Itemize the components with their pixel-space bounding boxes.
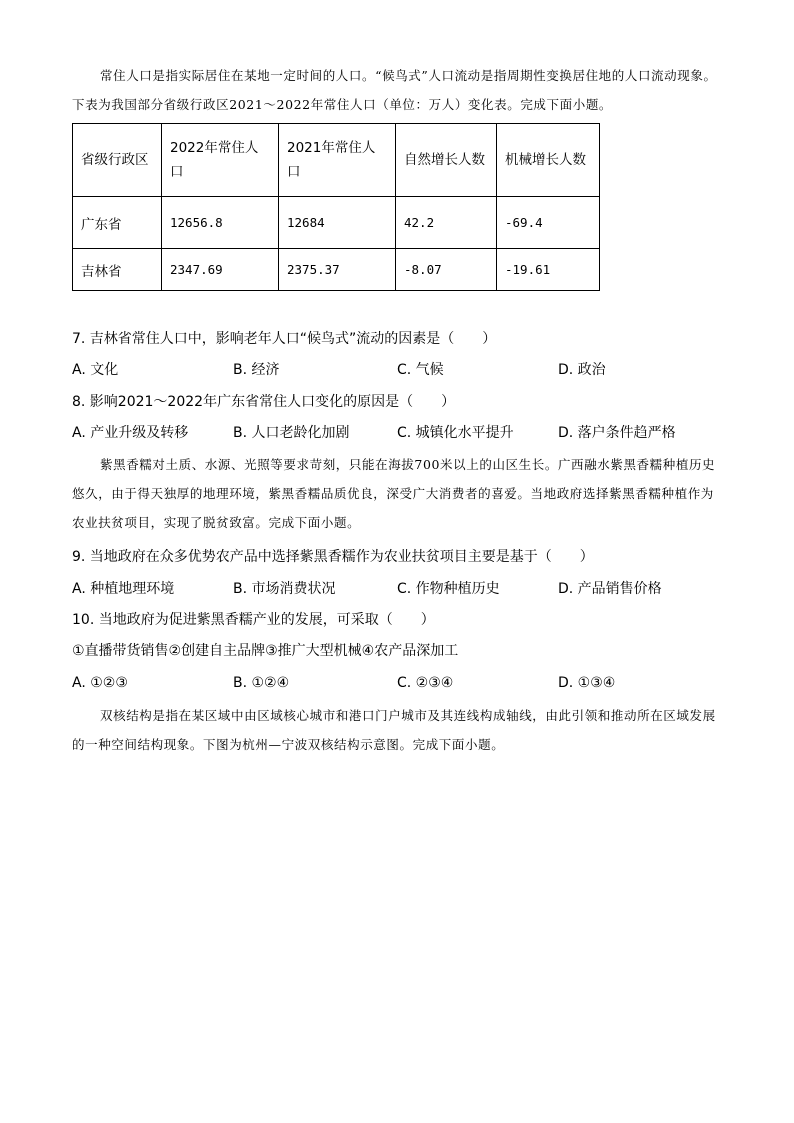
- option-d[interactable]: D. 产品销售价格: [558, 581, 662, 597]
- table-cell-region: 吉林省: [73, 249, 162, 291]
- option-c[interactable]: C. ②③④: [397, 675, 454, 691]
- option-c[interactable]: C. 作物种植历史: [397, 581, 500, 597]
- passage-purple-rice: 紫黑香糯对土质、水源、光照等要求苛刻，只能在海拔700米以上的山区生长。广西融水紫黑香糯种植历史悠久，由于得天独厚的地理环境，紫黑香糯品质优良，深受广大消费者的喜爱。当地政府选择紫黑香糯种植作为农业扶贫项目，实现了脱贫致富。完成下面小题。: [72, 457, 716, 530]
- option-d[interactable]: D. 政治: [558, 362, 606, 378]
- table-cell-region: 广东省: [73, 197, 162, 249]
- question-10-stem: 10. 当地政府为促进紫黑香糯产业的发展，可采取（ ）: [72, 612, 435, 628]
- question-10-items: ①直播带货销售②创建自主品牌③推广大型机械④农产品深加工: [72, 643, 459, 659]
- table-header-cell: 2021年常住人口: [279, 124, 396, 197]
- table-cell: -19.61: [497, 249, 600, 291]
- option-a[interactable]: A. 产业升级及转移: [72, 425, 189, 441]
- option-b[interactable]: B. ①②④: [233, 675, 290, 691]
- option-b[interactable]: B. 人口老龄化加剧: [233, 425, 350, 441]
- question-8-stem: 8. 影响2021～2022年广东省常住人口变化的原因是（ ）: [72, 394, 456, 410]
- passage-dual-core: 双核结构是指在某区域中由区域核心城市和港口门户城市及其连线构成轴线，由此引领和推动所在区域发展的一种空间结构现象。下图为杭州—宁波双核结构示意图。完成下面小题。: [72, 708, 716, 752]
- question-9-stem: 9. 当地政府在众多优势农产品中选择紫黑香糯作为农业扶贫项目主要是基于（ ）: [72, 549, 594, 565]
- option-b[interactable]: B. 市场消费状况: [233, 581, 336, 597]
- table-cell: 2347.69: [162, 249, 279, 291]
- passage-population: 常住人口是指实际居住在某地一定时间的人口。“候鸟式”人口流动是指周期性变换居住地的人口流动现象。下表为我国部分省级行政区2021～2022年常住人口（单位：万人）变化表。完成下面小题。: [72, 68, 717, 112]
- option-a[interactable]: A. 种植地理环境: [72, 581, 175, 597]
- table-cell: 12656.8: [162, 197, 279, 249]
- table-cell: -69.4: [497, 197, 600, 249]
- question-8-options: [72, 423, 732, 443]
- table-cell: 12684: [279, 197, 396, 249]
- option-a[interactable]: A. 文化: [72, 362, 119, 378]
- table-cell: 42.2: [396, 197, 497, 249]
- question-9-options: [72, 579, 732, 599]
- option-d[interactable]: D. 落户条件趋严格: [558, 425, 676, 441]
- question-7-stem: 7. 吉林省常住人口中，影响老年人口“候鸟式”流动的因素是（ ）: [72, 331, 497, 347]
- question-7-options: [72, 360, 732, 380]
- option-a[interactable]: A. ①②③: [72, 675, 128, 691]
- table-cell: -8.07: [396, 249, 497, 291]
- table-cell: 2375.37: [279, 249, 396, 291]
- table-header-cell: 2022年常住人口: [162, 124, 279, 197]
- table-header-cell: 省级行政区: [73, 124, 162, 197]
- question-10-options: [72, 673, 732, 693]
- table-header-row: [73, 124, 600, 197]
- population-table: [72, 123, 600, 291]
- option-b[interactable]: B. 经济: [233, 362, 280, 378]
- option-c[interactable]: C. 气候: [397, 362, 444, 378]
- option-c[interactable]: C. 城镇化水平提升: [397, 425, 514, 441]
- table-header-cell: 自然增长人数: [396, 124, 497, 197]
- table-header-cell: 机械增长人数: [497, 124, 600, 197]
- table-row: [73, 197, 600, 249]
- option-d[interactable]: D. ①③④: [558, 675, 616, 691]
- table-row: [73, 249, 600, 291]
